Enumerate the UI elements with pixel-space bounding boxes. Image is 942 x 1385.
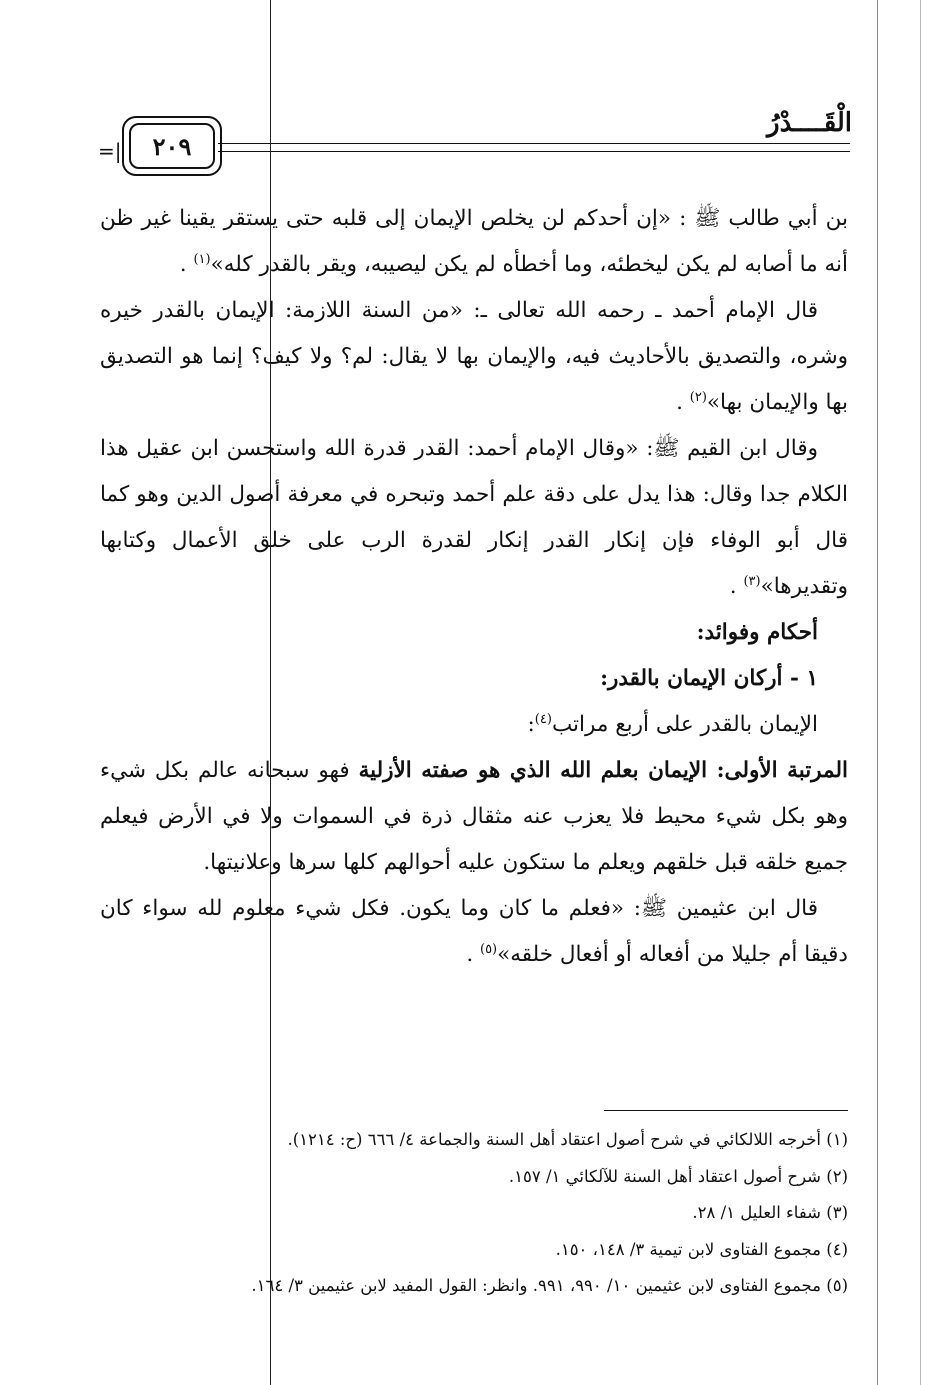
paragraph-1 <box>100 196 848 288</box>
footnote-ref-3[interactable]: (٣) <box>743 573 761 589</box>
subsection-heading: ١ - أركان الإيمان بالقدر: <box>600 666 818 691</box>
paragraph-5-text: فهو سبحانه عالم بكل شيء وهو بكل شيء محيط فلا يعزب عنه مثقال ذرة في السموات ولا في الأرض فيعلم جميع خلقه قبل خلقهم ويعلم ما ستكون عليه أحوالهم كلها سرها وعلانيتها. <box>100 758 848 875</box>
page-number: ٢٠٩ <box>129 123 215 169</box>
paragraph-6 <box>100 886 848 978</box>
paragraph-2-end: . <box>676 390 690 415</box>
paragraph-4-end: : <box>527 712 535 737</box>
footnote-3: (٣) شفاء العليل ١/ ٢٨. <box>692 1203 848 1222</box>
paragraph-5-lead: المرتبة الأولى: الإيمان بعلم الله الذي هو صفته الأزلية <box>358 758 848 783</box>
running-title: الْقَــــدْرُ <box>767 108 852 138</box>
scan-line-edge <box>920 0 921 1385</box>
footnotes <box>100 1122 848 1305</box>
paragraph-3 <box>100 426 848 610</box>
footnote-ref-2[interactable]: (٢) <box>689 389 707 405</box>
paragraph-5 <box>100 748 848 886</box>
paragraph-2 <box>100 288 848 426</box>
paragraph-2-text: قال الإمام أحمد ـ رحمه الله تعالى ـ: «من السنة اللازمة: الإيمان بالقدر خيره وشره، والتصديق بالأحاديث فيه، والإيمان بها لا يقال: لم؟ ولا كيف؟ إنما هو التصديق بها والإيمان بها» <box>100 298 848 415</box>
main-text <box>100 196 848 978</box>
footnote-ref-4[interactable]: (٤) <box>534 711 552 727</box>
footnote-2: (٢) شرح أصول اعتقاد أهل السنة للآلكائي ١/ ١٥٧. <box>508 1166 848 1186</box>
footnote-separator <box>604 1110 848 1111</box>
paragraph-1-end: . <box>179 252 194 277</box>
footnote-ref-1[interactable]: (١) <box>193 251 211 267</box>
paragraph-6-text: قال ابن عثيمين ﷺ: «فعلم ما كان وما يكون. فكل شيء معلوم لله سواء كان دقيقا أم جليلا من أفعاله أو أفعال خلقه» <box>100 896 848 967</box>
header-ornament: =| <box>98 139 122 163</box>
page-number-frame <box>122 116 222 176</box>
footnote-ref-5[interactable]: (٥) <box>479 941 498 957</box>
footnote-1: (١) أخرجه اللالكائي في شرح أصول اعتقاد أهل السنة والجماعة ٤/ ٦٦٦ (ح: ١٢١٤). <box>287 1130 848 1149</box>
paragraph-4 <box>100 702 848 748</box>
paragraph-3-text: وقال ابن القيم ﷺ: «وقال الإمام أحمد: القدر قدرة الله واستحسن ابن عقيل هذا الكلام جدا وقال: هذا يدل على دقة علم أحمد وتبحره في معرفة أصول الدين وهو كما قال أبو الوفاء فإن إنكار القدر إنكار لقدرة الرب على خلق الأعمال وكتابها وتقديرها» <box>100 436 848 599</box>
paragraph-3-end: . <box>729 574 744 599</box>
paragraph-1-text: بن أبي طالب ﷺ : «إن أحدكم لن يخلص الإيمان إلى قلبه حتى يستقر يقينا غير ظن أنه ما أصابه لم يكن ليخطئه، وما أخطأه لم يكن ليصيبه، ويقر بالقدر كله» <box>100 206 848 277</box>
footnote-5: (٥) مجموع الفتاوى لابن عثيمين ١٠/ ٩٩٠، ٩٩١. وانظر: القول المفيد لابن عثيمين ٣/ ١٦٤. <box>251 1276 848 1295</box>
paragraph-6-end: . <box>466 942 480 967</box>
paragraph-4-text: الإيمان بالقدر على أربع مراتب <box>551 712 818 737</box>
header-rule-top <box>218 143 850 144</box>
section-heading: أحكام وفوائد: <box>696 620 818 645</box>
scan-line-right <box>877 0 878 1385</box>
header-rule-bottom <box>218 151 850 152</box>
footnote-4: (٤) مجموع الفتاوى لابن تيمية ٣/ ١٤٨، ١٥٠. <box>555 1239 848 1259</box>
